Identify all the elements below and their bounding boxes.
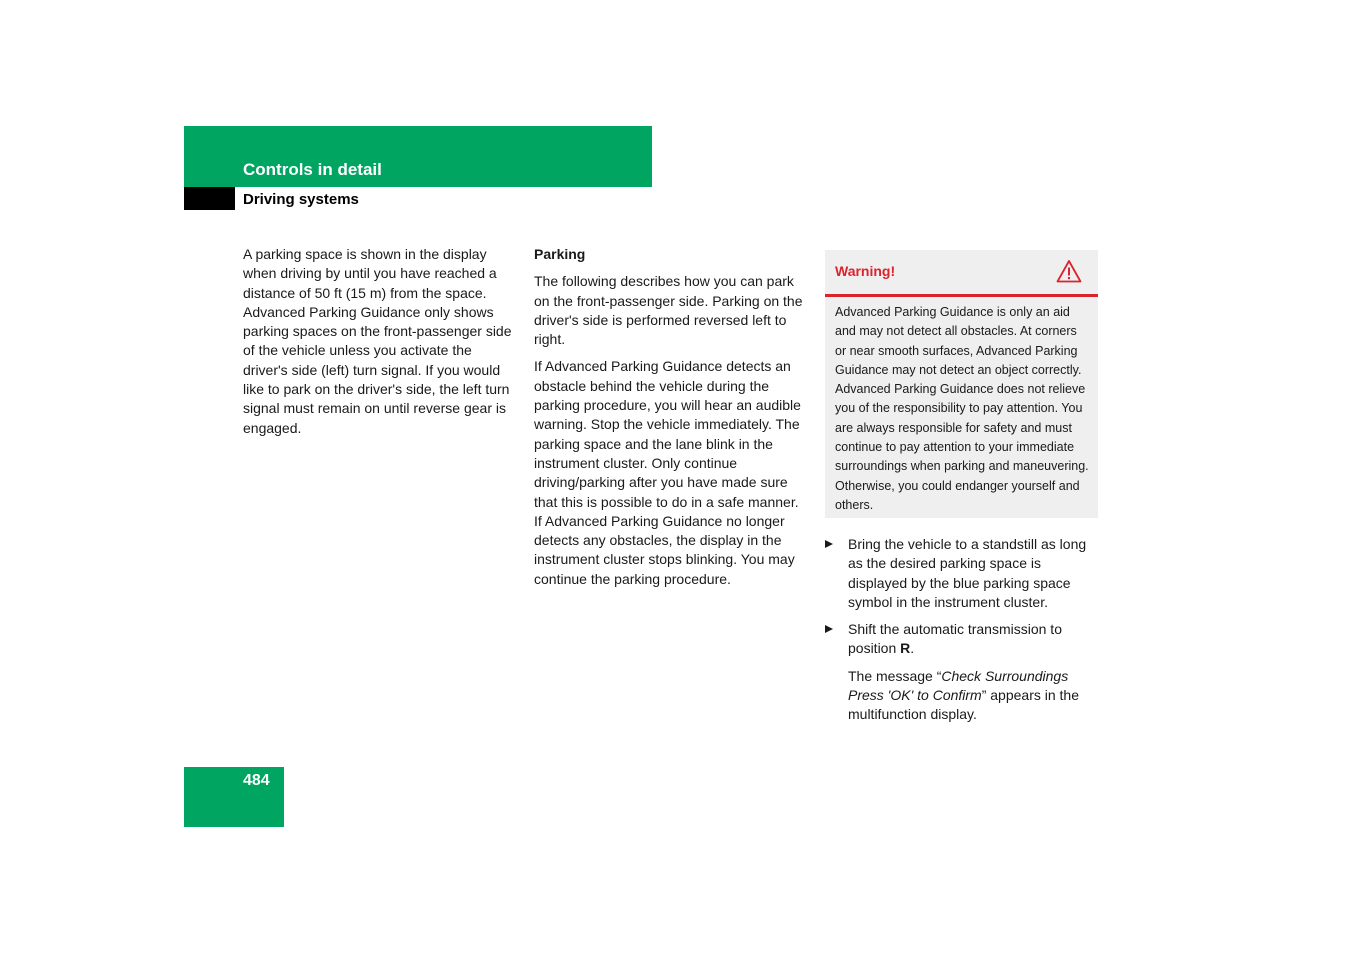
subsection-title: Driving systems <box>243 191 359 208</box>
parking-paragraph-1: The following describes how you can park on the front-passenger side. Parking on the driver's side is performed reversed left to right. <box>534 273 803 348</box>
step-item <box>825 620 1100 659</box>
column-2 <box>534 245 809 597</box>
warning-box <box>825 250 1098 518</box>
intro-paragraph: A parking space is shown in the display when driving by until you have reached a distance of 50 ft (15 m) from the space. Advanced Parking Guidance only shows parking spaces on the front-passenger side of the vehicle unless you activate the driver's side (left) turn signal. If you would like to park on the driver's side, the left turn signal must remain on until reverse gear is engaged. <box>243 246 512 436</box>
display-message: Check Surroundings Press 'OK' to Confirm <box>848 667 1069 704</box>
note-suffix: ” appears in the multifunction display. <box>848 687 1080 723</box>
note-prefix: The message “ <box>848 667 942 684</box>
parking-paragraph-2: If Advanced Parking Guidance detects an obstacle behind the vehicle during the parking procedure, you will hear an audible warning. Stop the vehicle immediately. The parking space and the lane blink in the instrument cluster. Only continue driving/parking after you have made sure that this is possible to do in a safe manner. If Advanced Parking Guidance no longer detects any obstacles, the display in the instrument cluster stops blinking. You may continue the parking procedure. <box>534 358 801 587</box>
warning-header <box>825 250 1098 297</box>
section-marker <box>184 187 235 210</box>
parking-heading: Parking <box>534 246 586 262</box>
step-arrow-icon <box>825 625 833 633</box>
step-text: Bring the vehicle to a standstill as long as the desired parking space is displayed by the blue parking space symbol in the instrument cluster. <box>848 536 1087 610</box>
instruction-steps <box>825 535 1100 725</box>
step-item <box>825 535 1100 612</box>
warning-body: Advanced Parking Guidance is only an aid and may not detect all obstacles. At corners or near smooth surfaces, Advanced Parking Guidance may not detect an object correctly. Advanced Parking Guidance does not relieve you of the responsibility to pay attention. You are always responsible for safety and must continue to pay attention to your immediate surroundings when parking and maneuvering. Otherwise, you could endanger yourself and others. <box>835 305 1089 512</box>
step-note <box>825 667 1100 725</box>
warning-title: Warning! <box>835 263 896 279</box>
step-text: Shift the automatic transmission to position <box>848 621 1062 657</box>
step-arrow-icon <box>825 540 833 548</box>
section-title: Controls in detail <box>243 160 382 179</box>
step-text-end: . <box>910 640 915 657</box>
column-1 <box>243 245 518 446</box>
warning-triangle-icon <box>1056 259 1082 283</box>
gear-position: R <box>900 640 911 657</box>
page-number: 484 <box>243 772 270 789</box>
